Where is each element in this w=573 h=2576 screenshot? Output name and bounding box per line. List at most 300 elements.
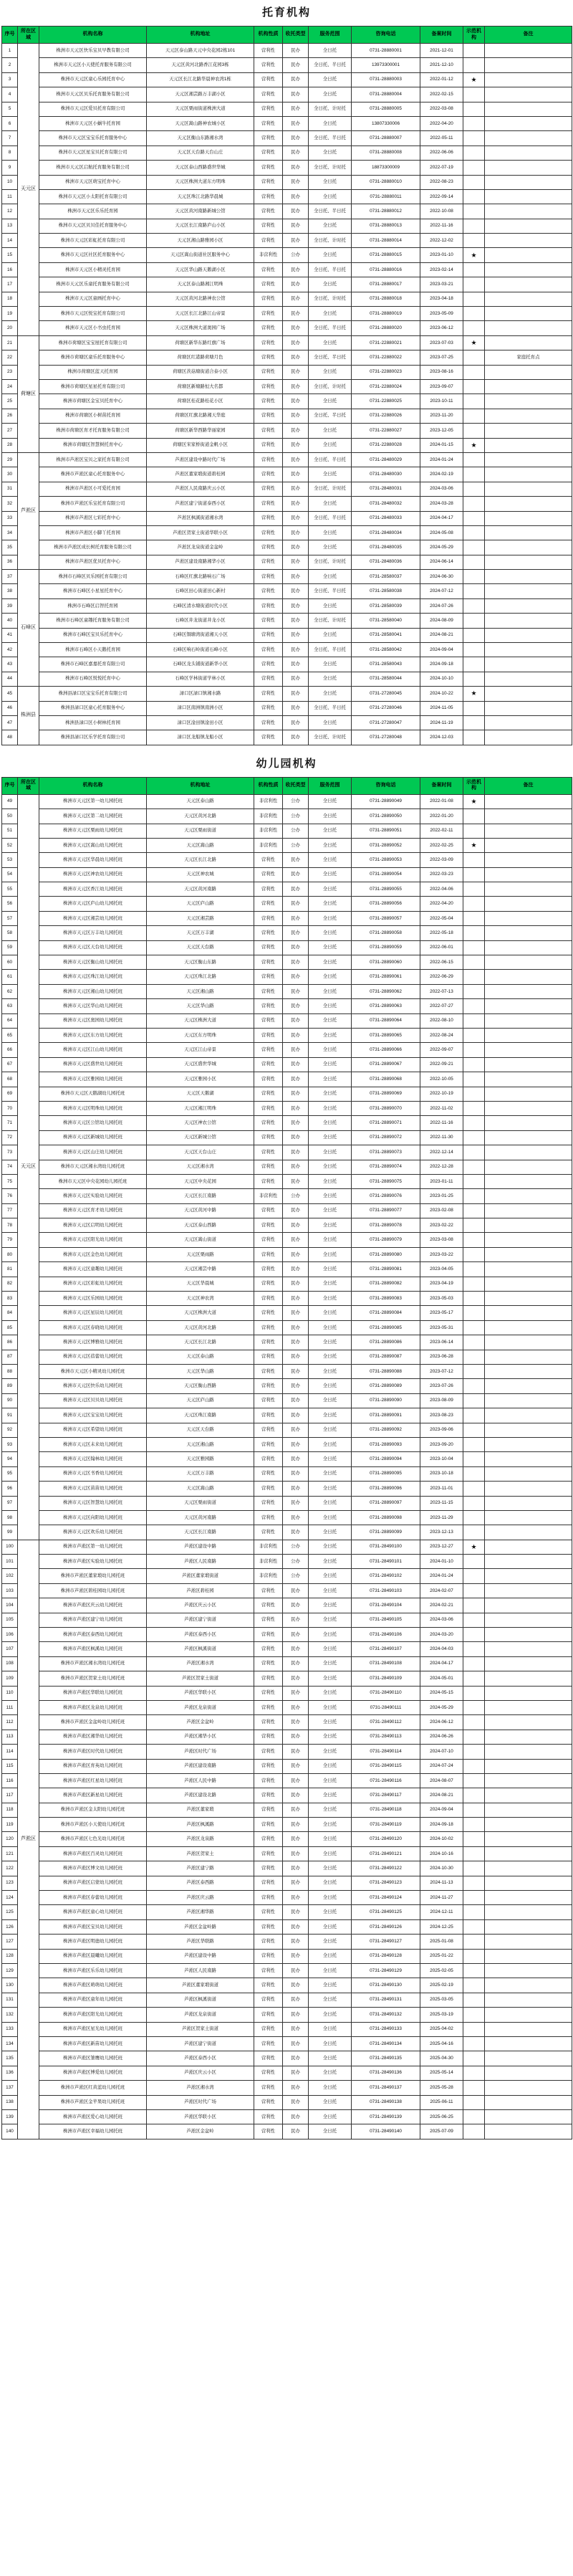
- phone-cell: 0731-28890069: [352, 1087, 420, 1101]
- nature-cell: 营利性: [254, 1759, 283, 1773]
- note-cell: [485, 189, 572, 204]
- note-cell: [485, 1919, 572, 1934]
- date-cell: 2024-02-21: [420, 1598, 463, 1613]
- nature-cell: 营利性: [254, 1277, 283, 1291]
- phone-cell: 0731-28490118: [352, 1803, 420, 1817]
- table-row: [2, 1993, 572, 2007]
- scope-cell: 全日托: [309, 570, 352, 584]
- star-cell: [463, 1423, 485, 1437]
- star-cell: [463, 1919, 485, 1934]
- no-cell: 25: [2, 394, 18, 409]
- type-cell: 民办: [283, 853, 309, 867]
- phone-cell: 0731-28490114: [352, 1745, 420, 1759]
- nature-cell: 营利性: [254, 72, 283, 87]
- star-cell: [463, 984, 485, 998]
- scope-cell: 全日托: [309, 1861, 352, 1876]
- date-cell: 2024-12-11: [420, 1905, 463, 1919]
- date-cell: 2023-01-25: [420, 1189, 463, 1203]
- phone-cell: 0731-28490111: [352, 1700, 420, 1714]
- nature-cell: 营利性: [254, 598, 283, 613]
- phone-cell: 0731-28480034: [352, 525, 420, 540]
- date-cell: 2022-10-08: [420, 204, 463, 219]
- district-cell: 天元区: [18, 794, 39, 1540]
- phone-cell: 0731-28880019: [352, 307, 420, 321]
- addr-cell: 天元区湘山路: [147, 984, 254, 998]
- phone-cell: 0731-28890071: [352, 1116, 420, 1130]
- table-row: [2, 72, 572, 87]
- nature-cell: 非营利性: [254, 809, 283, 824]
- date-cell: 2023-04-18: [420, 292, 463, 306]
- name-cell: 株洲市天元区东方幼儿园托班: [39, 1029, 147, 1043]
- no-cell: 68: [2, 1072, 18, 1087]
- addr-cell: 芦淞区枫溪街道: [147, 1993, 254, 2007]
- nature-cell: 营利性: [254, 628, 283, 642]
- table-row: [2, 1043, 572, 1057]
- table-row: [2, 911, 572, 925]
- no-cell: 84: [2, 1306, 18, 1320]
- phone-cell: 0731-28490125: [352, 1905, 420, 1919]
- type-cell: 民办: [283, 1379, 309, 1393]
- name-cell: 株洲市芦淞区小天使幼儿园托班: [39, 1818, 147, 1832]
- type-cell: 民办: [283, 1057, 309, 1072]
- name-cell: 株洲市芦淞区庆云幼儿园托班: [39, 1598, 147, 1613]
- star-cell: [463, 1759, 485, 1773]
- phone-cell: 0731-28890075: [352, 1174, 420, 1188]
- no-cell: 34: [2, 525, 18, 540]
- phone-cell: 0731-28490134: [352, 2036, 420, 2051]
- type-cell: 民办: [283, 1861, 309, 1876]
- scope-cell: 全日托: [309, 2051, 352, 2066]
- addr-cell: 石峰区田心街道田心新村: [147, 584, 254, 598]
- scope-cell: 全日托: [309, 999, 352, 1013]
- type-cell: 民办: [283, 2095, 309, 2109]
- table-row: [2, 1818, 572, 1832]
- type-cell: 民办: [283, 2124, 309, 2139]
- date-cell: 2022-02-15: [420, 87, 463, 102]
- nature-cell: 营利性: [254, 1437, 283, 1451]
- type-cell: 民办: [283, 72, 309, 87]
- type-cell: 民办: [283, 204, 309, 219]
- scope-cell: 全日托、计时托: [309, 234, 352, 248]
- note-cell: [485, 999, 572, 1013]
- name-cell: 株洲市天元区中央花园幼儿园托班: [39, 1174, 147, 1188]
- phone-cell: 0731-28490138: [352, 2095, 420, 2109]
- date-cell: 2022-09-14: [420, 189, 463, 204]
- addr-cell: 芦淞区建宁街道: [147, 1613, 254, 1627]
- name-cell: 株洲市天元区博雅幼儿园托班: [39, 1335, 147, 1350]
- date-cell: 2025-02-05: [420, 1964, 463, 1978]
- scope-cell: 全日托、半日托: [309, 584, 352, 598]
- date-cell: 2023-06-12: [420, 321, 463, 335]
- name-cell: 株洲市天元区小天使托育服务有限公司: [39, 58, 147, 72]
- type-cell: 民办: [283, 1978, 309, 1993]
- phone-cell: 0731-28880017: [352, 277, 420, 292]
- nature-cell: 营利性: [254, 911, 283, 925]
- note-cell: [485, 2051, 572, 2066]
- nature-cell: 营利性: [254, 1218, 283, 1233]
- date-cell: 2022-05-18: [420, 926, 463, 940]
- no-cell: 23: [2, 365, 18, 379]
- note-cell: [485, 1803, 572, 1817]
- type-cell: 民办: [283, 1072, 309, 1087]
- scope-cell: 全日托: [309, 1029, 352, 1043]
- addr-cell: 石峰区学林街道学林小区: [147, 672, 254, 686]
- nature-cell: 营利性: [254, 350, 283, 365]
- addr-cell: 石峰区清水塘街道时代小区: [147, 598, 254, 613]
- table-row: [2, 897, 572, 911]
- type-cell: 民办: [283, 1656, 309, 1671]
- addr-cell: 天元区神农公馆: [147, 1116, 254, 1130]
- nature-cell: 营利性: [254, 1935, 283, 1949]
- date-cell: 2023-08-23: [420, 1408, 463, 1423]
- phone-cell: 0731-28480031: [352, 482, 420, 496]
- addr-cell: 芦淞区金盆岭: [147, 2124, 254, 2139]
- institution-table: [1, 777, 572, 2139]
- name-cell: 株洲市天元区乐园幼儿园托班: [39, 1292, 147, 1306]
- type-cell: 民办: [283, 1160, 309, 1174]
- star-cell: ★: [463, 438, 485, 452]
- phone-cell: 0731-28890088: [352, 1364, 420, 1378]
- date-cell: 2022-01-20: [420, 809, 463, 824]
- name-cell: 株洲市芦淞区小脚丫托育园: [39, 525, 147, 540]
- addr-cell: 芦淞区建设中路: [147, 1540, 254, 1554]
- nature-cell: 营利性: [254, 1496, 283, 1510]
- type-cell: 民办: [283, 1174, 309, 1188]
- table-row: [2, 1189, 572, 1203]
- phone-cell: 0731-28880013: [352, 219, 420, 233]
- scope-cell: 全日托: [309, 540, 352, 555]
- addr-cell: 天元区黄河北路: [147, 809, 254, 824]
- scope-cell: 全日托: [309, 1393, 352, 1408]
- nature-cell: 营利性: [254, 131, 283, 146]
- scope-cell: 全日托: [309, 467, 352, 482]
- name-cell: 株洲市天元区第一幼儿园托班: [39, 794, 147, 808]
- note-cell: [485, 131, 572, 146]
- addr-cell: 天元区黄河南路新城公馆: [147, 204, 254, 219]
- date-cell: 2024-04-17: [420, 511, 463, 525]
- name-cell: 株洲市芦淞区金太阳幼儿园托班: [39, 1803, 147, 1817]
- date-cell: 2023-10-18: [420, 1466, 463, 1481]
- scope-cell: 全日托、计时托: [309, 555, 352, 569]
- addr-cell: 芦淞区董家塅街道碧桂园: [147, 467, 254, 482]
- star-cell: [463, 1233, 485, 1247]
- phone-cell: 0731-28880010: [352, 175, 420, 189]
- table-row: [2, 497, 572, 511]
- addr-cell: 芦淞区金盆岭: [147, 1715, 254, 1730]
- name-cell: 株洲市天元区衡山幼儿园托班: [39, 955, 147, 970]
- phone-cell: 0731-28890097: [352, 1496, 420, 1510]
- table-row: [2, 672, 572, 686]
- column-header: 服务范围: [309, 777, 352, 794]
- phone-cell: 0731-28890055: [352, 882, 420, 897]
- note-cell: [485, 58, 572, 72]
- table-row: [2, 1335, 572, 1350]
- note-cell: [485, 525, 572, 540]
- star-cell: [463, 1306, 485, 1320]
- star-cell: [463, 584, 485, 598]
- type-cell: 民办: [283, 1846, 309, 1861]
- table-row: [2, 1540, 572, 1554]
- nature-cell: 营利性: [254, 1642, 283, 1656]
- no-cell: 78: [2, 1218, 18, 1233]
- scope-cell: 全日托: [309, 72, 352, 87]
- no-cell: 87: [2, 1350, 18, 1364]
- addr-cell: 天元区长江南路庐山小区: [147, 219, 254, 233]
- nature-cell: 营利性: [254, 1993, 283, 2007]
- addr-cell: 芦淞区建宁街道泰西小区: [147, 497, 254, 511]
- nature-cell: 营利性: [254, 1379, 283, 1393]
- name-cell: 株洲市芦淞区新星幼儿园托班: [39, 1788, 147, 1803]
- date-cell: 2024-07-12: [420, 584, 463, 598]
- addr-cell: 天元区新城公馆: [147, 1130, 254, 1145]
- name-cell: 株洲市芦淞区董家塅幼儿园托班: [39, 1569, 147, 1583]
- date-cell: 2025-07-09: [420, 2124, 463, 2139]
- nature-cell: 非营利性: [254, 1540, 283, 1554]
- type-cell: 民办: [283, 628, 309, 642]
- note-cell: [485, 2095, 572, 2109]
- note-cell: [485, 1130, 572, 1145]
- phone-cell: 0731-28880014: [352, 234, 420, 248]
- date-cell: 2023-05-31: [420, 1320, 463, 1335]
- star-cell: [463, 1891, 485, 1905]
- nature-cell: 非营利性: [254, 824, 283, 838]
- no-cell: 79: [2, 1233, 18, 1247]
- date-cell: 2024-06-14: [420, 555, 463, 569]
- district-cell: 株洲县: [18, 687, 39, 745]
- phone-cell: 0731-28890080: [352, 1247, 420, 1261]
- addr-cell: 天元区嵩山街道社区服务中心: [147, 248, 254, 262]
- note-cell: [485, 940, 572, 955]
- table-row: [2, 321, 572, 335]
- note-cell: [485, 234, 572, 248]
- note-cell: [485, 1408, 572, 1423]
- date-cell: 2024-01-24: [420, 452, 463, 467]
- no-cell: 54: [2, 867, 18, 882]
- note-cell: [485, 511, 572, 525]
- star-cell: [463, 1364, 485, 1378]
- scope-cell: 全日托: [309, 882, 352, 897]
- nature-cell: 营利性: [254, 1233, 283, 1247]
- date-cell: 2023-11-29: [420, 1510, 463, 1525]
- addr-cell: 芦淞区贺家土: [147, 1846, 254, 1861]
- nature-cell: 营利性: [254, 1846, 283, 1861]
- header-row: [2, 777, 572, 794]
- scope-cell: 全日托: [309, 1496, 352, 1510]
- scope-cell: 全日托: [309, 867, 352, 882]
- note-cell: [485, 715, 572, 730]
- nature-cell: 营利性: [254, 2051, 283, 2066]
- table-row: [2, 1393, 572, 1408]
- scope-cell: 全日托: [309, 1891, 352, 1905]
- date-cell: 2024-07-10: [420, 1745, 463, 1759]
- star-cell: [463, 497, 485, 511]
- scope-cell: 全日托: [309, 175, 352, 189]
- no-cell: 121: [2, 1846, 18, 1861]
- star-cell: [463, 1715, 485, 1730]
- no-cell: 1: [2, 44, 18, 58]
- column-header: 机构地址: [147, 777, 254, 794]
- phone-cell: 0731-28490132: [352, 2008, 420, 2022]
- date-cell: 2023-02-08: [420, 1203, 463, 1218]
- type-cell: 民办: [283, 584, 309, 598]
- scope-cell: 全日托: [309, 1087, 352, 1101]
- date-cell: 2022-07-19: [420, 161, 463, 175]
- nature-cell: 营利性: [254, 1949, 283, 1963]
- date-cell: 2023-06-14: [420, 1335, 463, 1350]
- phone-cell: 0731-22880024: [352, 379, 420, 393]
- phone-cell: 0731-28890082: [352, 1277, 420, 1291]
- scope-cell: 全日托: [309, 1277, 352, 1291]
- scope-cell: 全日托: [309, 1466, 352, 1481]
- name-cell: 株洲市荷塘区星星托育有限公司: [39, 379, 147, 393]
- table-row: [2, 1350, 572, 1364]
- note-cell: [485, 853, 572, 867]
- name-cell: 株洲市芦淞区贺家土幼儿园托班: [39, 1671, 147, 1686]
- table-row: [2, 584, 572, 598]
- no-cell: 69: [2, 1087, 18, 1101]
- addr-cell: 天元区雅园小区: [147, 1072, 254, 1087]
- star-cell: [463, 1993, 485, 2007]
- type-cell: 公办: [283, 809, 309, 824]
- type-cell: 民办: [283, 2081, 309, 2095]
- table-row: [2, 1891, 572, 1905]
- note-cell: [485, 1832, 572, 1846]
- type-cell: 民办: [283, 234, 309, 248]
- nature-cell: 非营利性: [254, 248, 283, 262]
- note-cell: [485, 1788, 572, 1803]
- name-cell: 株洲市天元区社区托育服务中心: [39, 248, 147, 262]
- nature-cell: 非营利性: [254, 1189, 283, 1203]
- star-cell: [463, 1189, 485, 1203]
- star-cell: [463, 131, 485, 146]
- note-cell: [485, 555, 572, 569]
- date-cell: 2024-10-10: [420, 672, 463, 686]
- type-cell: 民办: [283, 1277, 309, 1291]
- name-cell: 株洲市芦淞区湘华幼儿园托班: [39, 1730, 147, 1744]
- type-cell: 民办: [283, 424, 309, 438]
- type-cell: 民办: [283, 911, 309, 925]
- addr-cell: 芦淞区建设中路: [147, 1949, 254, 1963]
- column-header: 咨询电话: [352, 27, 420, 44]
- note-cell: [485, 335, 572, 350]
- date-cell: 2023-04-05: [420, 1262, 463, 1277]
- name-cell: 株洲市天元区江山幼儿园托班: [39, 1043, 147, 1057]
- note-cell: [485, 1876, 572, 1890]
- name-cell: 株洲市天元区雅园幼儿园托班: [39, 1072, 147, 1087]
- type-cell: 民办: [283, 1803, 309, 1817]
- no-cell: 59: [2, 940, 18, 955]
- scope-cell: 全日托: [309, 1043, 352, 1057]
- no-cell: 42: [2, 643, 18, 657]
- scope-cell: 全日托: [309, 438, 352, 452]
- nature-cell: 营利性: [254, 1598, 283, 1613]
- addr-cell: 天元区万丰湖: [147, 926, 254, 940]
- column-header: 机构性质: [254, 777, 283, 794]
- addr-cell: 芦淞区华联小区: [147, 1686, 254, 1700]
- table-row: [2, 1803, 572, 1817]
- note-cell: [485, 1101, 572, 1115]
- date-cell: 2025-01-08: [420, 1935, 463, 1949]
- phone-cell: 0731-28890084: [352, 1306, 420, 1320]
- no-cell: 18: [2, 292, 18, 306]
- phone-cell: 0731-28490131: [352, 1993, 420, 2007]
- scope-cell: 全日托、计时托: [309, 482, 352, 496]
- table-row: [2, 262, 572, 277]
- no-cell: 29: [2, 452, 18, 467]
- no-cell: 105: [2, 1613, 18, 1627]
- date-cell: 2022-12-14: [420, 1145, 463, 1160]
- addr-cell: 天元区湘芸中路: [147, 1262, 254, 1277]
- note-cell: [485, 394, 572, 409]
- scope-cell: 全日托、计时托: [309, 379, 352, 393]
- type-cell: 民办: [283, 1818, 309, 1832]
- note-cell: [485, 2022, 572, 2036]
- date-cell: 2024-04-17: [420, 1656, 463, 1671]
- type-cell: 民办: [283, 970, 309, 984]
- date-cell: 2023-05-03: [420, 1292, 463, 1306]
- scope-cell: 全日托: [309, 1408, 352, 1423]
- addr-cell: 芦淞区华联小区: [147, 2109, 254, 2124]
- type-cell: 民办: [283, 1700, 309, 1714]
- addr-cell: 芦淞区庆云小区: [147, 2066, 254, 2080]
- table-row: [2, 350, 572, 365]
- star-cell: [463, 1160, 485, 1174]
- scope-cell: 全日托: [309, 219, 352, 233]
- nature-cell: 营利性: [254, 1408, 283, 1423]
- type-cell: 民办: [283, 1671, 309, 1686]
- type-cell: 民办: [283, 1423, 309, 1437]
- date-cell: 2023-09-06: [420, 1423, 463, 1437]
- addr-cell: 芦淞区贺家土街道: [147, 1671, 254, 1686]
- star-cell: [463, 1949, 485, 1963]
- phone-cell: 0731-28890063: [352, 999, 420, 1013]
- date-cell: 2022-04-06: [420, 882, 463, 897]
- star-cell: [463, 1583, 485, 1598]
- star-cell: [463, 307, 485, 321]
- no-cell: 92: [2, 1423, 18, 1437]
- note-cell: [485, 1905, 572, 1919]
- date-cell: 2025-01-22: [420, 1949, 463, 1963]
- note-cell: [485, 584, 572, 598]
- date-cell: 2022-10-05: [420, 1072, 463, 1087]
- note-cell: [485, 570, 572, 584]
- phone-cell: 0731-28490127: [352, 1935, 420, 1949]
- star-cell: [463, 882, 485, 897]
- no-cell: 37: [2, 570, 18, 584]
- nature-cell: 营利性: [254, 189, 283, 204]
- table-row: [2, 1452, 572, 1466]
- name-cell: 株洲市芦淞区金盆岭幼儿园托班: [39, 1715, 147, 1730]
- scope-cell: 全日托: [309, 335, 352, 350]
- note-cell: [485, 2124, 572, 2139]
- table-row: [2, 1759, 572, 1773]
- date-cell: 2022-03-08: [420, 102, 463, 116]
- table-row: [2, 853, 572, 867]
- no-cell: 40: [2, 614, 18, 628]
- name-cell: 株洲市芦淞区雏鹰幼儿园托班: [39, 2051, 147, 2066]
- table-row: [2, 2109, 572, 2124]
- scope-cell: 全日托: [309, 1525, 352, 1540]
- star-cell: [463, 1072, 485, 1087]
- type-cell: 民办: [283, 365, 309, 379]
- scope-cell: 全日托: [309, 1993, 352, 2007]
- star-cell: [463, 555, 485, 569]
- phone-cell: 0731-22880023: [352, 365, 420, 379]
- star-cell: [463, 1057, 485, 1072]
- type-cell: 民办: [283, 1364, 309, 1378]
- nature-cell: 营利性: [254, 926, 283, 940]
- star-cell: [463, 1628, 485, 1642]
